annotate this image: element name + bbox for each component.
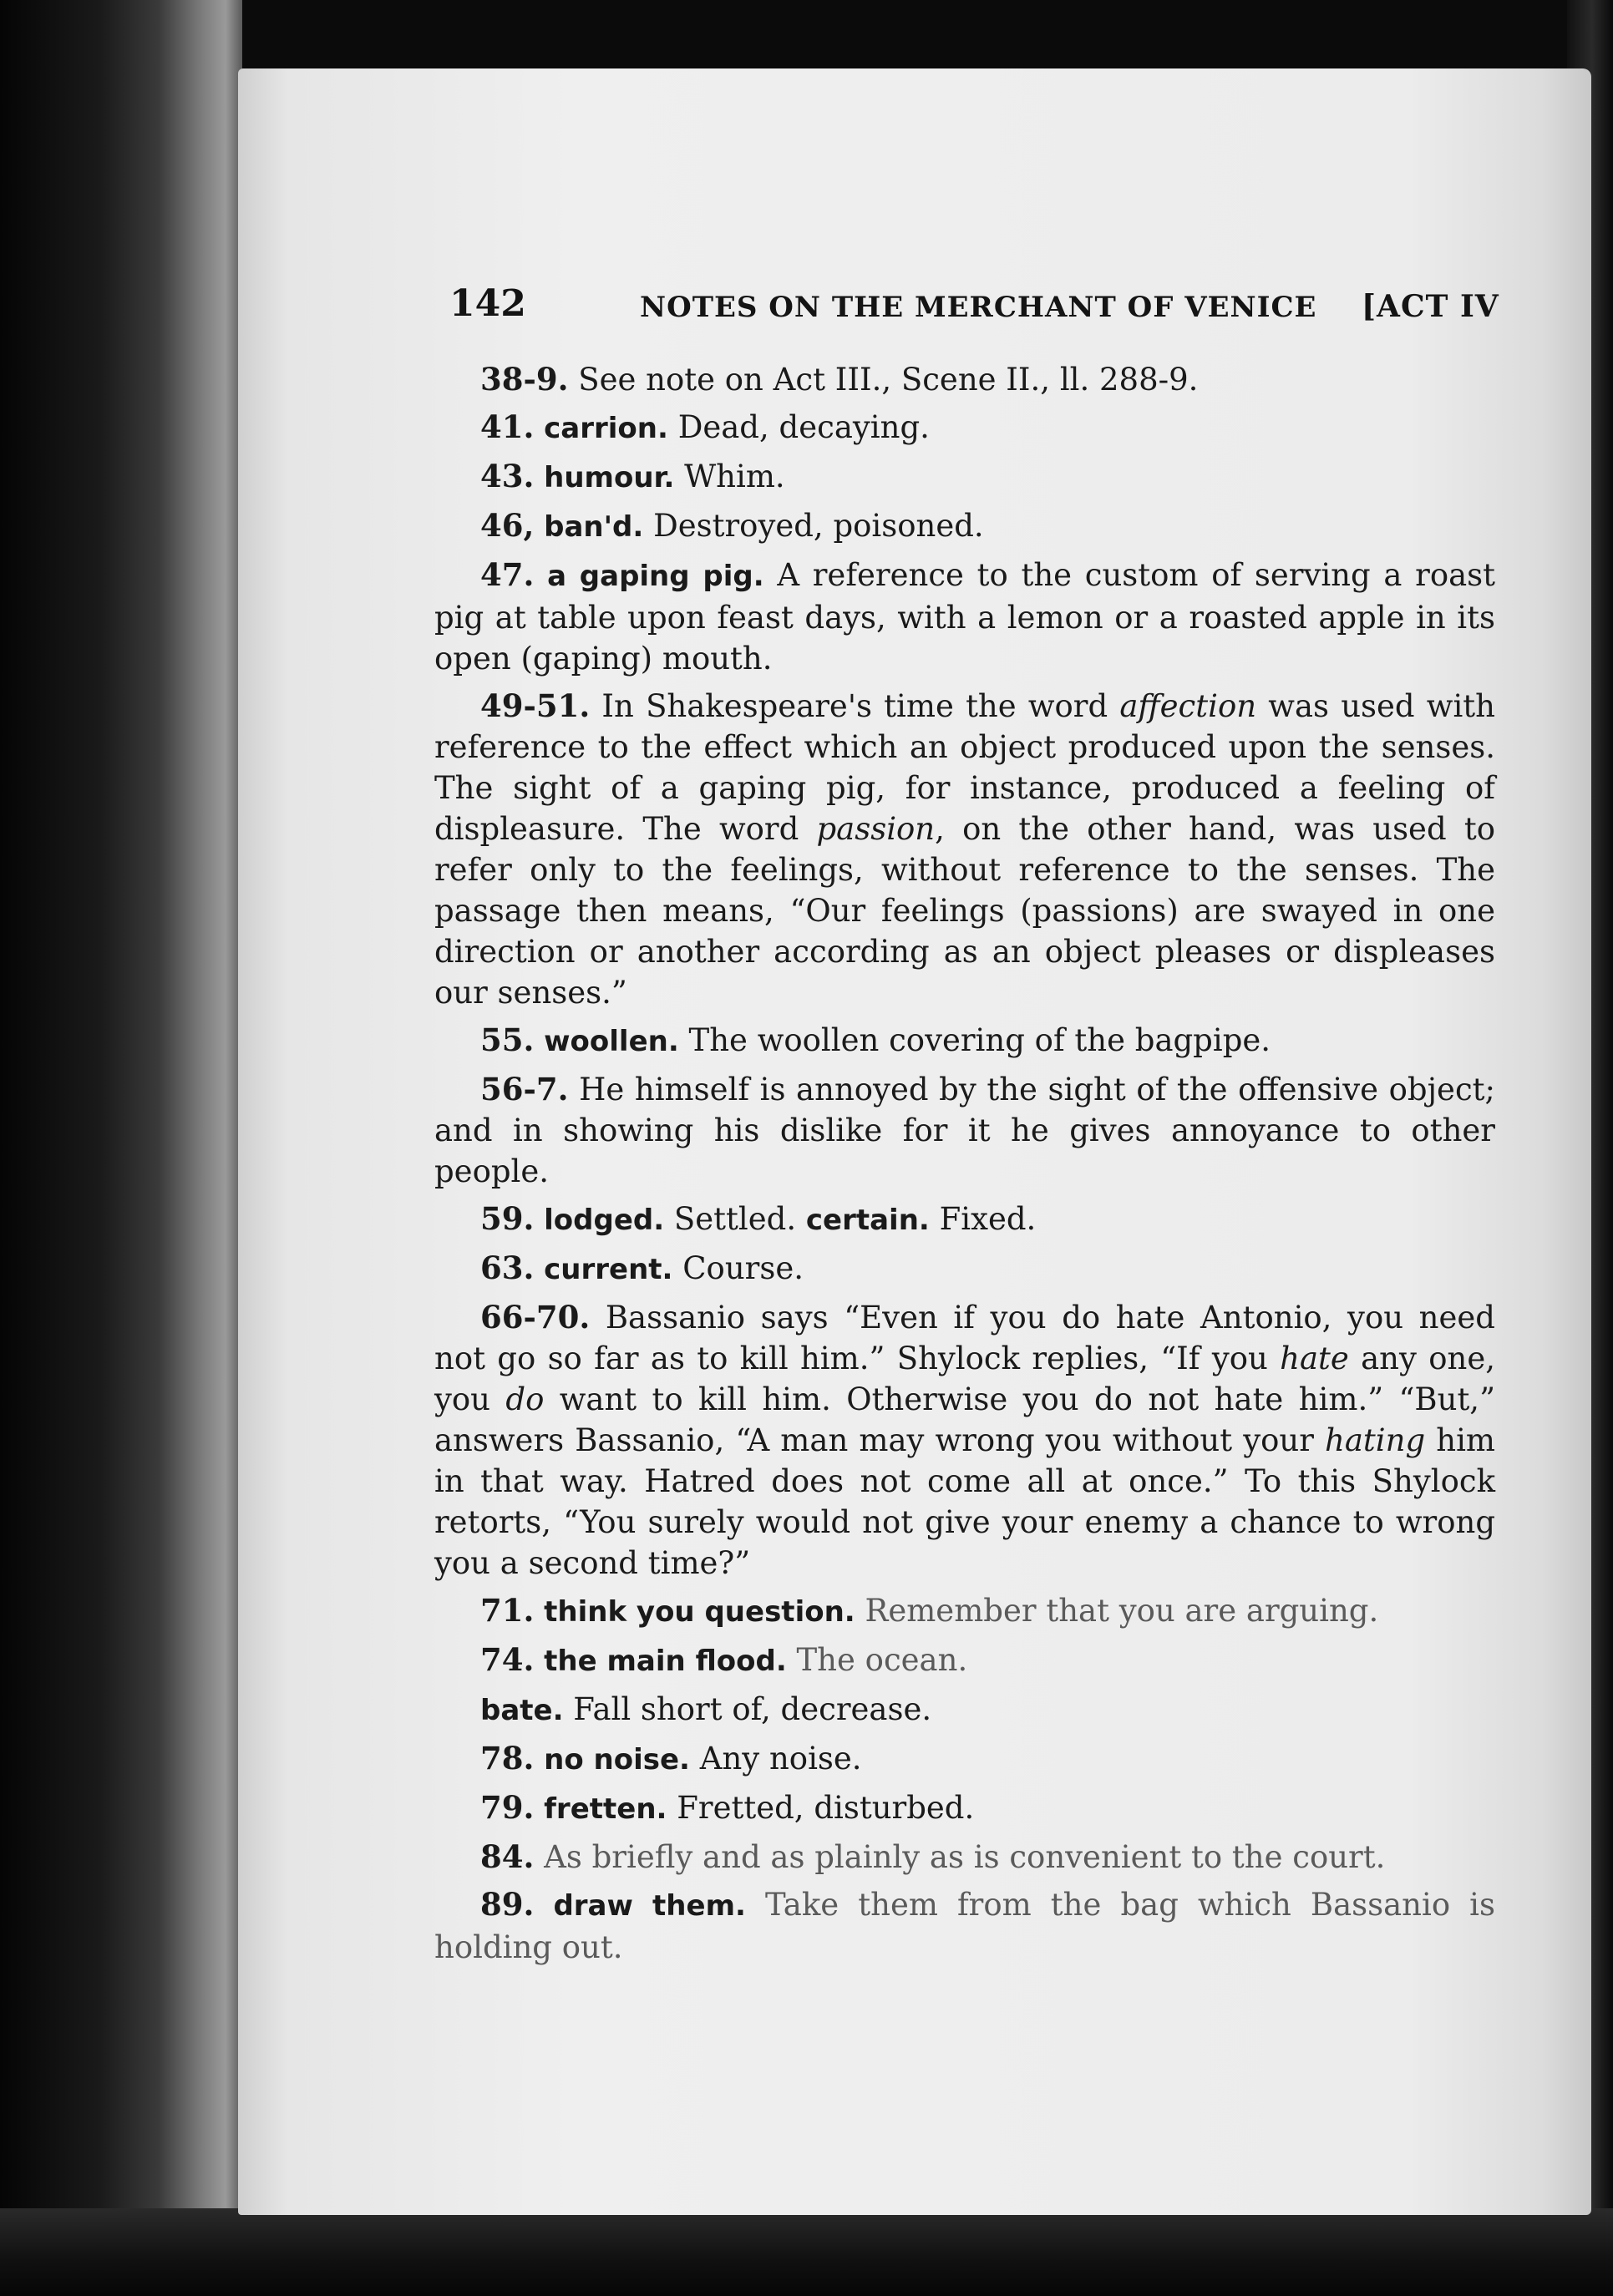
note-number: 79.: [480, 1789, 535, 1826]
note-63: [434, 1248, 1495, 1290]
note-71: [434, 1590, 1495, 1633]
note-text: Settled.: [673, 1201, 797, 1237]
note-term: the main flood.: [544, 1645, 787, 1678]
note-emphasis: hating: [1325, 1422, 1426, 1458]
note-38-9: [434, 359, 1495, 400]
note-bate: [434, 1689, 1495, 1731]
note-66-70: [434, 1297, 1495, 1584]
note-text: , on the other hand, was used to refer only to the feelings, without reference to the senses. The passage then means, “Our feelings (passions) are swayed in one direction or another according as an object pleases or displeases our senses.”: [434, 811, 1495, 1011]
note-number: 41.: [480, 408, 535, 445]
note-59: [434, 1199, 1495, 1241]
note-number: 56-7.: [480, 1071, 569, 1107]
note-term: lodged.: [544, 1204, 665, 1237]
note-term: current.: [544, 1253, 673, 1286]
note-emphasis: passion: [816, 811, 936, 847]
note-text: Dead, decaying.: [677, 409, 930, 445]
note-text: In Shakespeare's time the word: [601, 688, 1120, 724]
note-number: 84.: [480, 1838, 535, 1875]
note-text: The ocean.: [796, 1642, 968, 1678]
page-number: 142: [449, 282, 526, 325]
note-text: As briefly and as plainly as is convenient to the court.: [544, 1839, 1386, 1875]
note-text: any one, you: [434, 1341, 1495, 1417]
note-term: carrion.: [544, 412, 668, 445]
note-term: think you question.: [544, 1595, 855, 1629]
notes-body: [434, 359, 1495, 1974]
note-text: was used with reference to the effect which an object produced upon the senses. The sight of a gaping pig, for instance, produced a feeling of displeasure. The word: [434, 688, 1495, 847]
note-text: He himself is annoyed by the sight of the offensive object; and in showing his dislike for it he gives annoyance to other people.: [434, 1072, 1495, 1189]
note-55: [434, 1020, 1495, 1062]
note-number: 43.: [480, 458, 535, 494]
note-number: 63.: [480, 1249, 535, 1286]
note-text: Fixed.: [939, 1201, 1037, 1237]
note-number: 47.: [480, 556, 535, 593]
note-term: ban'd.: [544, 510, 644, 544]
note-number: 66-70.: [480, 1299, 591, 1336]
note-56-7: [434, 1069, 1495, 1192]
note-term: fretten.: [544, 1792, 667, 1826]
note-emphasis: do: [505, 1381, 545, 1417]
running-title: NOTES ON THE MERCHANT OF VENICE: [640, 291, 1317, 324]
note-text: Take them from the bag which Bassanio is holding out.: [434, 1887, 1496, 1965]
note-term: no noise.: [544, 1743, 690, 1776]
note-number: 89.: [480, 1886, 535, 1923]
note-number: 74.: [480, 1641, 535, 1678]
note-text: him in that way. Hatred does not come all at once.” To this Shylock retorts, “You surely would not give your enemy a chance to wrong you a second time?”: [434, 1422, 1495, 1581]
note-79: [434, 1787, 1495, 1830]
page-header: [449, 282, 1502, 332]
film-edge-bottom: [0, 2208, 1613, 2296]
note-number: 59.: [480, 1200, 535, 1237]
note-text: Destroyed, poisoned.: [653, 508, 984, 544]
note-text: Bassanio says “Even if you do hate Antonio, you need not go so far as to kill him.” Shylock replies, “If you: [434, 1300, 1495, 1376]
note-49-51: [434, 686, 1495, 1013]
note-text: Whim.: [684, 459, 785, 494]
note-43: [434, 456, 1495, 499]
note-84: [434, 1837, 1495, 1878]
note-term: certain.: [805, 1204, 930, 1237]
note-text: See note on Act III., Scene II., ll. 288-9.: [578, 362, 1199, 398]
act-label: [ACT IV: [1362, 289, 1499, 324]
note-term: bate.: [480, 1694, 564, 1727]
note-text: Fall short of, decrease.: [573, 1691, 932, 1727]
note-text: Remember that you are arguing.: [865, 1593, 1379, 1629]
note-text: Course.: [682, 1250, 804, 1286]
note-number: 78.: [480, 1740, 535, 1776]
note-number: 38-9.: [480, 361, 569, 398]
note-text: The woollen covering of the bagpipe.: [688, 1022, 1271, 1058]
note-text: Any noise.: [699, 1741, 862, 1776]
note-number: 46,: [480, 507, 535, 544]
film-edge-left: [0, 0, 242, 2296]
note-text: Fretted, disturbed.: [677, 1790, 975, 1826]
note-46: [434, 505, 1495, 548]
note-text: A reference to the custom of serving a roast pig at table upon feast days, with a lemon or a roasted apple in its open (gaping) mouth.: [434, 557, 1496, 677]
note-number: 49-51.: [480, 687, 591, 724]
note-89: [434, 1884, 1495, 1968]
note-number: 71.: [480, 1592, 535, 1629]
note-74: [434, 1640, 1495, 1682]
note-term: woollen.: [544, 1025, 679, 1058]
note-term: a gaping pig.: [547, 560, 764, 593]
note-emphasis: affection: [1119, 688, 1257, 724]
note-term: draw them.: [553, 1889, 746, 1923]
note-78: [434, 1738, 1495, 1781]
note-text: want to kill him. Otherwise you do not hate him.” “But,” answers Bassanio, “A man may wrong you without your: [434, 1381, 1495, 1458]
note-emphasis: hate: [1280, 1341, 1349, 1376]
note-number: 55.: [480, 1021, 535, 1058]
note-term: humour.: [544, 461, 675, 494]
note-41: [434, 407, 1495, 449]
note-47: [434, 555, 1495, 679]
